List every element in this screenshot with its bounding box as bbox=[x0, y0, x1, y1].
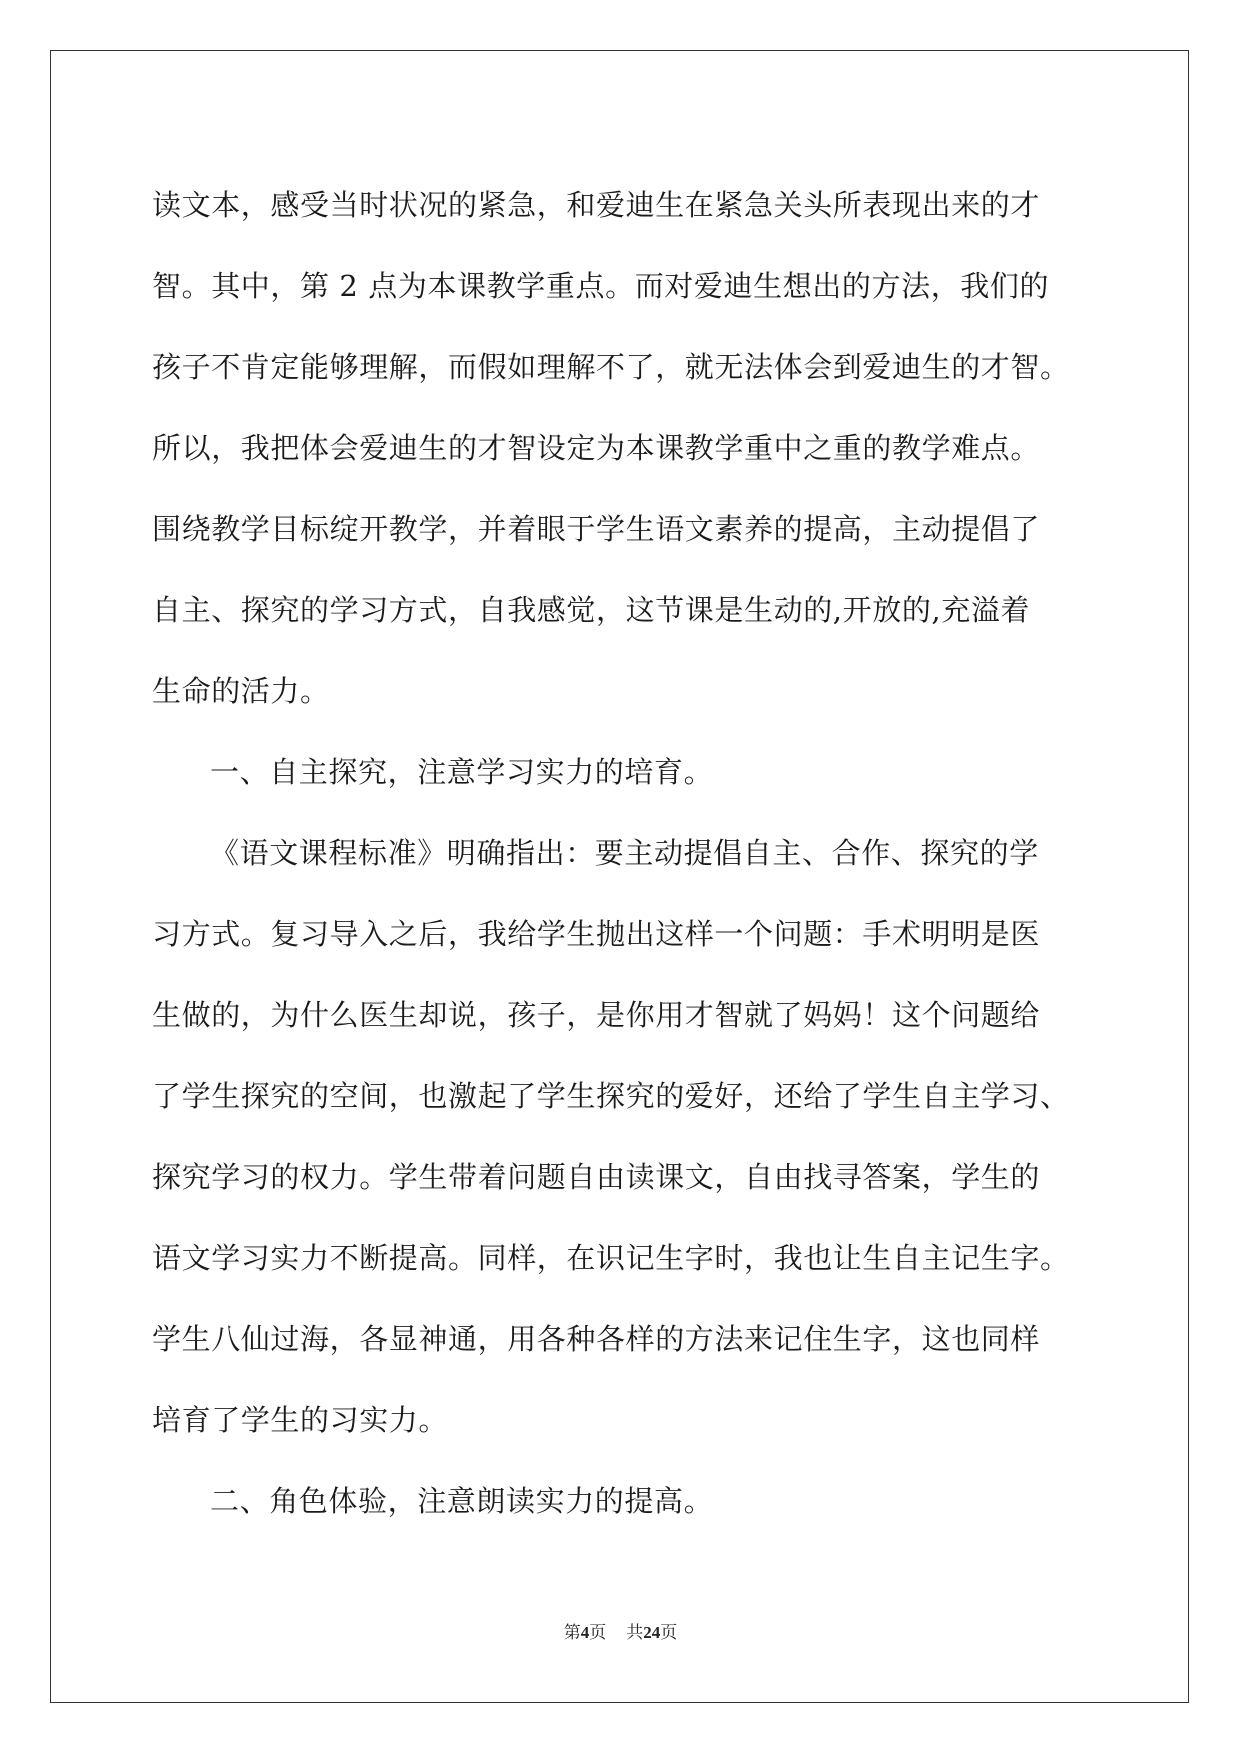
page-prefix: 第 bbox=[563, 1623, 581, 1642]
text-line: 读文本，感受当时状况的紧急，和爱迪生在紧急关头所表现出来的才 bbox=[152, 188, 1041, 222]
text-line: 语文学习实力不断提高。同样，在识记生字时，我也让生自主记生字。 bbox=[152, 1241, 1070, 1275]
total-prefix: 共 bbox=[626, 1623, 644, 1642]
text-line: 孩子不肯定能够理解，而假如理解不了，就无法体会到爱迪生的才智。 bbox=[152, 350, 1070, 384]
total-pages: 24 bbox=[643, 1623, 661, 1642]
text-line: 《语文课程标准》明确指出：要主动提倡自主、合作、探究的学 bbox=[210, 836, 1039, 870]
total-suffix: 页 bbox=[660, 1623, 678, 1642]
text-line: 学生八仙过海，各显神通，用各种各样的方法来记住生字，这也同样 bbox=[152, 1322, 1041, 1356]
text-line: 生命的活力。 bbox=[152, 674, 330, 708]
section-heading: 二、角色体验，注意朗读实力的提高。 bbox=[210, 1484, 714, 1518]
text-line: 探究学习的权力。学生带着问题自由读课文，自由找寻答案，学生的 bbox=[152, 1160, 1041, 1194]
text-line: 自主、探究的学习方式，自我感觉，这节课是生动的,开放的,充溢着 bbox=[152, 593, 1031, 627]
text-line: 智。其中，第 2 点为本课教学重点。而对爱迪生想出的方法，我们的 bbox=[152, 269, 1050, 303]
text-line: 习方式。复习导入之后，我给学生抛出这样一个问题：手术明明是医 bbox=[152, 917, 1041, 951]
text-line: 生做的，为什么医生却说，孩子，是你用才智就了妈妈！这个问题给 bbox=[152, 998, 1041, 1032]
document-body bbox=[152, 165, 1092, 1542]
page-number: 4 bbox=[580, 1623, 590, 1642]
text-line: 了学生探究的空间，也激起了学生探究的爱好，还给了学生自主学习、 bbox=[152, 1079, 1070, 1113]
text-line: 培育了学生的习实力。 bbox=[152, 1403, 449, 1437]
text-line: 围绕教学目标绽开教学，并着眼于学生语文素养的提高，主动提倡了 bbox=[152, 512, 1041, 546]
text-line: 所以，我把体会爱迪生的才智设定为本课教学重中之重的教学难点。 bbox=[152, 431, 1041, 465]
section-heading: 一、自主探究，注意学习实力的培育。 bbox=[210, 755, 714, 789]
page-footer bbox=[0, 1618, 1241, 1643]
page-suffix: 页 bbox=[589, 1623, 607, 1642]
